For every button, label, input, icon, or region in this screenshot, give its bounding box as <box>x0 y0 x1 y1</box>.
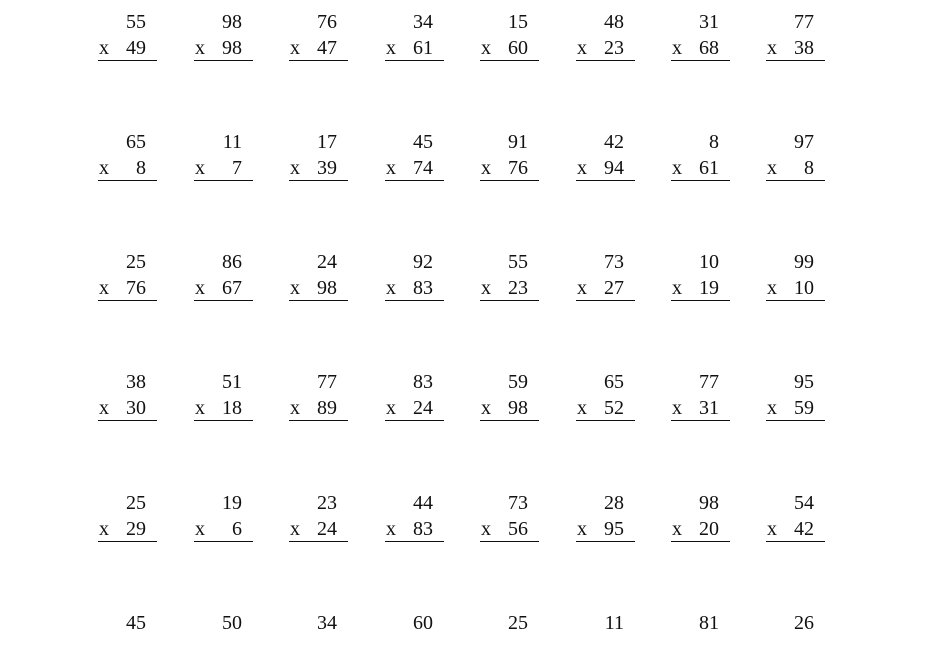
times-sign: x <box>195 37 205 59</box>
multiplicand: 55 <box>508 251 528 273</box>
times-sign: x <box>577 518 587 540</box>
times-sign: x <box>386 277 396 299</box>
answer-line <box>576 420 635 421</box>
answer-line <box>194 300 253 301</box>
multiplicand: 17 <box>317 131 337 153</box>
multiplier: 7 <box>232 157 242 179</box>
multiplier: 67 <box>222 277 242 299</box>
answer-line <box>671 420 730 421</box>
multiplication-problem <box>576 0 636 59</box>
multiplicand: 38 <box>126 371 146 393</box>
answer-line <box>671 60 730 61</box>
multiplicand: 54 <box>794 492 814 514</box>
answer-line <box>766 300 825 301</box>
times-sign: x <box>577 157 587 179</box>
multiplication-problem <box>766 0 826 59</box>
multiplicand: 48 <box>604 11 624 33</box>
multiplication-problem <box>576 240 636 299</box>
multiplicand: 11 <box>604 612 624 634</box>
multiplication-problem <box>194 481 254 540</box>
multiplier: 83 <box>413 518 433 540</box>
multiplier: 49 <box>126 37 146 59</box>
multiplier: 83 <box>413 277 433 299</box>
answer-line <box>480 60 539 61</box>
multiplication-problem <box>480 240 540 299</box>
answer-line <box>576 60 635 61</box>
multiplicand: 98 <box>699 492 719 514</box>
times-sign: x <box>672 157 682 179</box>
times-sign: x <box>672 397 682 419</box>
multiplication-problem <box>289 360 349 419</box>
multiplication-problem <box>194 360 254 419</box>
multiplicand: 65 <box>604 371 624 393</box>
multiplicand: 25 <box>126 251 146 273</box>
multiplication-problem <box>671 481 731 540</box>
multiplication-problem <box>576 360 636 419</box>
multiplier: 27 <box>604 277 624 299</box>
answer-line <box>576 300 635 301</box>
multiplicand: 60 <box>413 612 433 634</box>
multiplicand: 25 <box>508 612 528 634</box>
times-sign: x <box>195 397 205 419</box>
answer-line <box>480 420 539 421</box>
multiplication-problem <box>385 120 445 179</box>
answer-line <box>671 541 730 542</box>
times-sign: x <box>481 157 491 179</box>
answer-line <box>98 420 157 421</box>
multiplicand: 50 <box>222 612 242 634</box>
multiplier: 98 <box>317 277 337 299</box>
times-sign: x <box>386 157 396 179</box>
answer-line <box>766 60 825 61</box>
answer-line <box>671 300 730 301</box>
multiplicand: 42 <box>604 131 624 153</box>
multiplication-problem <box>289 240 349 299</box>
answer-line <box>194 420 253 421</box>
multiplier: 29 <box>126 518 146 540</box>
multiplication-problem <box>289 120 349 179</box>
multiplication-problem <box>98 360 158 419</box>
times-sign: x <box>99 397 109 419</box>
multiplicand: 51 <box>222 371 242 393</box>
answer-line <box>480 300 539 301</box>
times-sign: x <box>290 397 300 419</box>
times-sign: x <box>767 157 777 179</box>
times-sign: x <box>767 518 777 540</box>
multiplicand: 34 <box>413 11 433 33</box>
multiplicand: 65 <box>126 131 146 153</box>
multiplication-problem <box>385 360 445 419</box>
multiplier: 39 <box>317 157 337 179</box>
multiplication-problem <box>766 601 826 653</box>
multiplication-problem <box>98 120 158 179</box>
multiplier: 76 <box>126 277 146 299</box>
times-sign: x <box>672 277 682 299</box>
times-sign: x <box>99 518 109 540</box>
multiplier: 74 <box>413 157 433 179</box>
multiplication-problem <box>766 360 826 419</box>
answer-line <box>98 541 157 542</box>
multiplication-problem <box>480 360 540 419</box>
multiplication-problem <box>385 0 445 59</box>
answer-line <box>480 541 539 542</box>
multiplier: 61 <box>413 37 433 59</box>
multiplicand: 77 <box>699 371 719 393</box>
multiplication-problem <box>194 0 254 59</box>
multiplicand: 73 <box>604 251 624 273</box>
multiplier: 19 <box>699 277 719 299</box>
answer-line <box>194 541 253 542</box>
multiplication-problem <box>480 120 540 179</box>
answer-line <box>194 60 253 61</box>
multiplicand: 44 <box>413 492 433 514</box>
answer-line <box>385 60 444 61</box>
times-sign: x <box>767 37 777 59</box>
multiplication-problem <box>98 601 158 653</box>
multiplier: 61 <box>699 157 719 179</box>
multiplier: 31 <box>699 397 719 419</box>
times-sign: x <box>481 37 491 59</box>
multiplication-problem <box>289 481 349 540</box>
multiplier: 23 <box>604 37 624 59</box>
answer-line <box>289 180 348 181</box>
multiplication-problem <box>98 481 158 540</box>
multiplier: 20 <box>699 518 719 540</box>
multiplication-problem <box>671 0 731 59</box>
times-sign: x <box>195 157 205 179</box>
multiplication-problem <box>98 240 158 299</box>
times-sign: x <box>577 277 587 299</box>
answer-line <box>671 180 730 181</box>
times-sign: x <box>195 277 205 299</box>
times-sign: x <box>290 37 300 59</box>
times-sign: x <box>386 37 396 59</box>
multiplicand: 28 <box>604 492 624 514</box>
multiplier: 8 <box>136 157 146 179</box>
multiplicand: 45 <box>126 612 146 634</box>
multiplicand: 31 <box>699 11 719 33</box>
multiplicand: 11 <box>222 131 242 153</box>
multiplication-problem <box>98 0 158 59</box>
times-sign: x <box>386 397 396 419</box>
answer-line <box>385 180 444 181</box>
multiplier: 18 <box>222 397 242 419</box>
multiplicand: 24 <box>317 251 337 273</box>
multiplicand: 55 <box>126 11 146 33</box>
multiplier: 76 <box>508 157 528 179</box>
times-sign: x <box>290 157 300 179</box>
multiplication-problem <box>671 601 731 653</box>
times-sign: x <box>767 277 777 299</box>
times-sign: x <box>290 518 300 540</box>
multiplicand: 34 <box>317 612 337 634</box>
answer-line <box>766 420 825 421</box>
answer-line <box>385 420 444 421</box>
times-sign: x <box>672 37 682 59</box>
multiplier: 47 <box>317 37 337 59</box>
multiplicand: 81 <box>699 612 719 634</box>
multiplication-problem <box>194 240 254 299</box>
multiplicand: 95 <box>794 371 814 393</box>
multiplier: 23 <box>508 277 528 299</box>
multiplicand: 10 <box>699 251 719 273</box>
answer-line <box>289 420 348 421</box>
multiplication-problem <box>480 601 540 653</box>
multiplicand: 15 <box>508 11 528 33</box>
multiplicand: 91 <box>508 131 528 153</box>
multiplier: 89 <box>317 397 337 419</box>
multiplier: 52 <box>604 397 624 419</box>
multiplicand: 45 <box>413 131 433 153</box>
multiplicand: 19 <box>222 492 242 514</box>
multiplier: 8 <box>804 157 814 179</box>
multiplication-problem <box>289 601 349 653</box>
answer-line <box>480 180 539 181</box>
multiplication-problem <box>385 240 445 299</box>
multiplication-problem <box>576 601 636 653</box>
multiplication-problem <box>480 0 540 59</box>
times-sign: x <box>99 277 109 299</box>
answer-line <box>766 541 825 542</box>
times-sign: x <box>99 157 109 179</box>
times-sign: x <box>99 37 109 59</box>
answer-line <box>576 180 635 181</box>
multiplier: 95 <box>604 518 624 540</box>
multiplicand: 83 <box>413 371 433 393</box>
multiplicand: 23 <box>317 492 337 514</box>
multiplier: 59 <box>794 397 814 419</box>
answer-line <box>766 180 825 181</box>
times-sign: x <box>195 518 205 540</box>
times-sign: x <box>481 277 491 299</box>
multiplicand: 59 <box>508 371 528 393</box>
times-sign: x <box>577 397 587 419</box>
multiplicand: 8 <box>709 131 719 153</box>
multiplier: 56 <box>508 518 528 540</box>
multiplier: 68 <box>699 37 719 59</box>
multiplication-problem <box>385 601 445 653</box>
multiplication-problem <box>766 240 826 299</box>
multiplicand: 76 <box>317 11 337 33</box>
times-sign: x <box>767 397 777 419</box>
answer-line <box>98 300 157 301</box>
multiplication-problem <box>671 120 731 179</box>
times-sign: x <box>386 518 396 540</box>
answer-line <box>385 300 444 301</box>
multiplication-problem <box>576 120 636 179</box>
times-sign: x <box>672 518 682 540</box>
answer-line <box>289 541 348 542</box>
times-sign: x <box>577 37 587 59</box>
multiplicand: 97 <box>794 131 814 153</box>
multiplier: 6 <box>232 518 242 540</box>
answer-line <box>385 541 444 542</box>
multiplier: 24 <box>317 518 337 540</box>
multiplication-problem <box>671 360 731 419</box>
multiplier: 38 <box>794 37 814 59</box>
times-sign: x <box>290 277 300 299</box>
multiplication-problem <box>671 240 731 299</box>
multiplicand: 99 <box>794 251 814 273</box>
answer-line <box>289 60 348 61</box>
times-sign: x <box>481 397 491 419</box>
multiplier: 24 <box>413 397 433 419</box>
multiplication-problem <box>766 481 826 540</box>
multiplication-problem <box>194 120 254 179</box>
multiplicand: 86 <box>222 251 242 273</box>
multiplication-problem <box>289 0 349 59</box>
multiplicand: 25 <box>126 492 146 514</box>
multiplication-problem <box>480 481 540 540</box>
multiplicand: 98 <box>222 11 242 33</box>
answer-line <box>98 180 157 181</box>
multiplier: 42 <box>794 518 814 540</box>
multiplication-problem <box>576 481 636 540</box>
multiplicand: 73 <box>508 492 528 514</box>
multiplication-problem <box>766 120 826 179</box>
answer-line <box>576 541 635 542</box>
answer-line <box>289 300 348 301</box>
multiplicand: 26 <box>794 612 814 634</box>
multiplier: 94 <box>604 157 624 179</box>
multiplicand: 77 <box>794 11 814 33</box>
multiplication-problem <box>385 481 445 540</box>
multiplicand: 77 <box>317 371 337 393</box>
answer-line <box>194 180 253 181</box>
times-sign: x <box>481 518 491 540</box>
multiplier: 60 <box>508 37 528 59</box>
multiplier: 30 <box>126 397 146 419</box>
multiplier: 98 <box>222 37 242 59</box>
multiplication-problem <box>194 601 254 653</box>
multiplier: 98 <box>508 397 528 419</box>
multiplicand: 92 <box>413 251 433 273</box>
multiplier: 10 <box>794 277 814 299</box>
answer-line <box>98 60 157 61</box>
